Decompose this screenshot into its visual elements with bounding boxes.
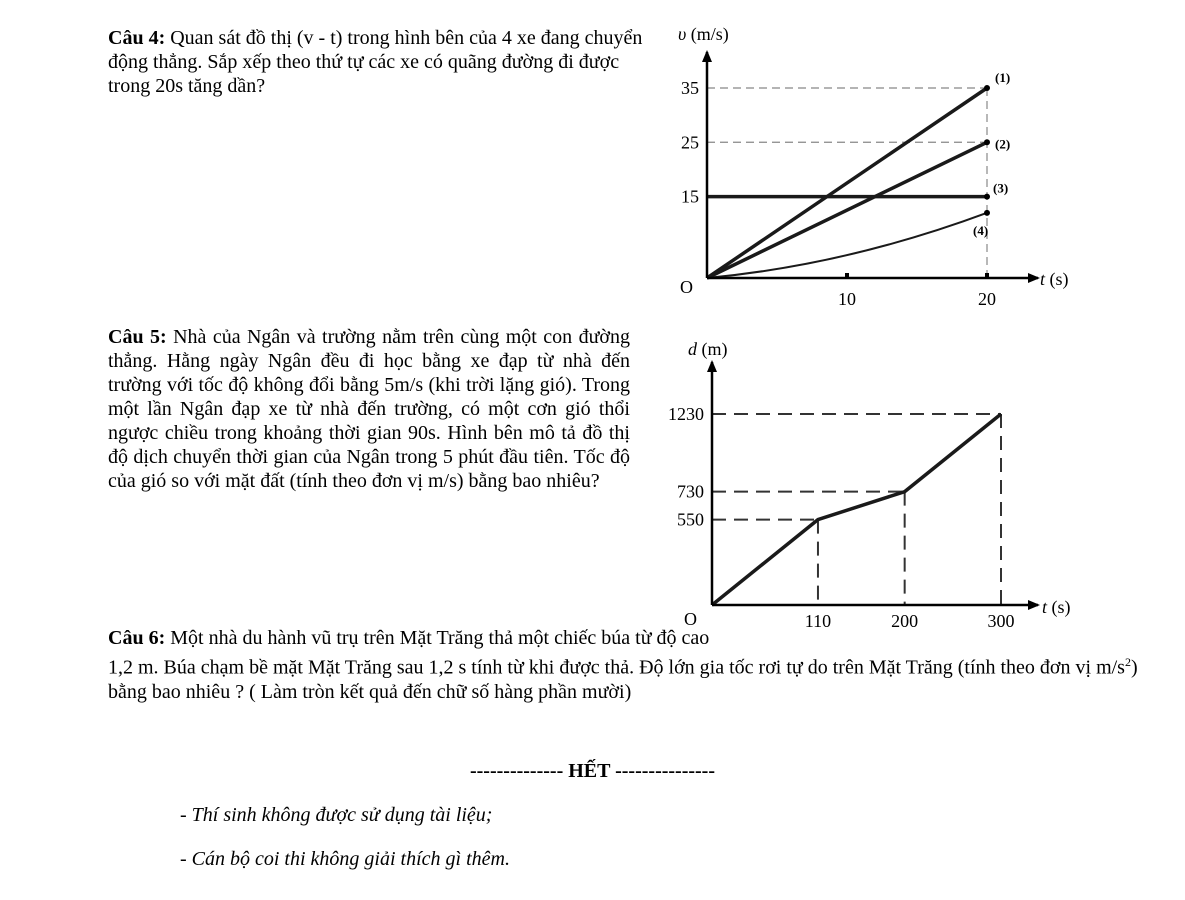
y-axis-label: υ (m/s) [678, 24, 729, 44]
series-endpoint [984, 85, 990, 91]
series-line [707, 88, 987, 278]
origin-label: O [680, 277, 693, 297]
question-6-text-end: ) bằng bao nhiêu ? ( Làm tròn kết quả đến chữ số hàng phần mười) [108, 656, 1138, 703]
x-tick-label: 10 [838, 289, 856, 309]
end-marker: -------------- HẾT --------------- [469, 760, 716, 782]
x-tick-label: 20 [978, 289, 996, 309]
velocity-time-chart [660, 20, 1110, 320]
series-endpoint [984, 139, 990, 145]
series-label: (3) [993, 180, 1009, 196]
displacement-time-chart [640, 325, 1120, 640]
question-4 [108, 26, 653, 98]
question-4-label: Câu 4: [108, 27, 166, 49]
series-label: (4) [973, 222, 989, 238]
superscript: 2 [1124, 655, 1131, 669]
y-tick-label: 15 [681, 186, 699, 207]
origin-label: O [684, 609, 697, 629]
x-tick-label: 110 [804, 611, 832, 631]
note-2: - Cán bộ coi thi không giải thích gì thêm. [180, 848, 510, 870]
y-tick-label: 730 [677, 481, 704, 502]
question-6-label: Câu 6: [108, 627, 166, 649]
y-tick-label: 25 [681, 132, 699, 153]
series-line [712, 414, 1001, 605]
x-tick-label: 300 [987, 611, 1015, 631]
y-tick-label: 35 [681, 78, 699, 98]
question-5-label: Câu 5: [108, 326, 167, 348]
question-5 [108, 325, 630, 493]
series-endpoint [984, 210, 990, 216]
question-4-text: Quan sát đồ thị (v - t) trong hình bên của 4 xe đang chuyển động thẳng. Sắp xếp theo thứ tự các xe có quãng đường đi được trong 20s tăng dần? [108, 27, 643, 97]
y-tick-label: 550 [677, 509, 704, 530]
x-axis-label: t (s) [1042, 597, 1071, 617]
y-axis-label: d (m) [688, 339, 728, 359]
series-label: (2) [995, 136, 1011, 152]
series-line [707, 142, 987, 278]
series-label: (1) [995, 70, 1011, 85]
series-line [707, 213, 987, 278]
question-6-text: Một nhà du hành vũ trụ trên Mặt Trăng thả một chiếc búa từ độ cao 1,2 m. Búa chạm bề mặt Mặt Trăng sau 1,2 s tính từ khi được thả. Độ lớn gia tốc rơi tự do trên Mặt Trăng (tính theo đơn vị m/s [108, 627, 1125, 679]
note-1: - Thí sinh không được sử dụng tài liệu; [180, 804, 493, 826]
x-tick-label: 200 [891, 611, 919, 631]
series-endpoint [984, 194, 990, 200]
question-5-text: Nhà của Ngân và trường nằm trên cùng một con đường thẳng. Hằng ngày Ngân đều đi học bằng xe đạp từ nhà đến trường với tốc độ không đổi bằng 5m/s (khi trời lặng gió). Trong một lần Ngân đạp xe từ nhà đến trường, có một cơn gió thổi ngược chiều trong khoảng thời gian 90s. Hình bên mô tả đồ thị độ dịch chuyển thời gian của Ngân trong 5 phút đầu tiên. Tốc độ của gió so với mặt đất (tính theo đơn vị m/s) bằng bao nhiêu? [108, 326, 630, 492]
y-tick-label: 1230 [668, 404, 704, 424]
x-axis-label: t (s) [1040, 269, 1069, 289]
